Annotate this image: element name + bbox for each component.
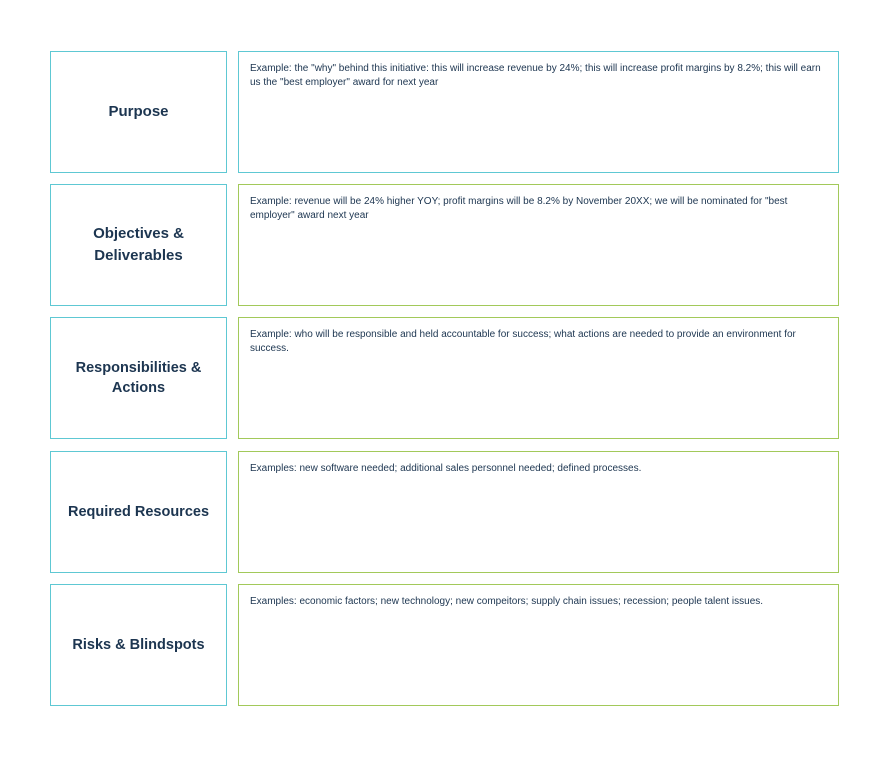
resources-label: Required Resources bbox=[67, 504, 210, 520]
objectives-label bbox=[93, 223, 184, 267]
resources-label-box bbox=[50, 451, 227, 573]
purpose-label: Purpose bbox=[108, 103, 169, 120]
resources-example-text: Examples: new software needed; additional sales personnel needed; defined processes. bbox=[250, 463, 642, 474]
purpose-content-box bbox=[238, 51, 839, 173]
responsibilities-label-line1: Responsibilities & bbox=[75, 360, 202, 376]
objectives-label-line2: Deliverables bbox=[94, 247, 183, 264]
objectives-content-box bbox=[238, 184, 839, 306]
risks-row bbox=[50, 584, 839, 706]
responsibilities-label-line2: Actions bbox=[111, 380, 166, 396]
risks-content-box bbox=[238, 584, 839, 706]
objectives-row bbox=[50, 184, 839, 306]
purpose-label-box bbox=[50, 51, 227, 173]
resources-content-box bbox=[238, 451, 839, 573]
risks-example-text: Examples: economic factors; new technology; new compeitors; supply chain issues; recession; people talent issues. bbox=[250, 596, 764, 607]
purpose-row bbox=[50, 51, 839, 173]
responsibilities-example-text: Example: who will be responsible and held accountable for success; what actions are needed to provide an environment for success. bbox=[250, 329, 796, 354]
objectives-example-text: Example: revenue will be 24% higher YOY; profit margins will be 8.2% by November 20XX; we will be nominated for "best employer" award next year bbox=[250, 196, 788, 221]
responsibilities-label bbox=[76, 358, 202, 398]
risks-label: Risks & Blindspots bbox=[72, 637, 205, 653]
resources-row bbox=[50, 451, 839, 573]
purpose-example-text: Example: the "why" behind this initiative: this will increase revenue by 24%; this will increase profit margins by 8.2%; this will earn us the "best employer" award for next year bbox=[250, 63, 821, 88]
responsibilities-row bbox=[50, 317, 839, 439]
objectives-label-line1: Objectives & bbox=[93, 225, 184, 242]
responsibilities-content-box bbox=[238, 317, 839, 439]
responsibilities-label-box bbox=[50, 317, 227, 439]
risks-label-box bbox=[50, 584, 227, 706]
objectives-label-box bbox=[50, 184, 227, 306]
